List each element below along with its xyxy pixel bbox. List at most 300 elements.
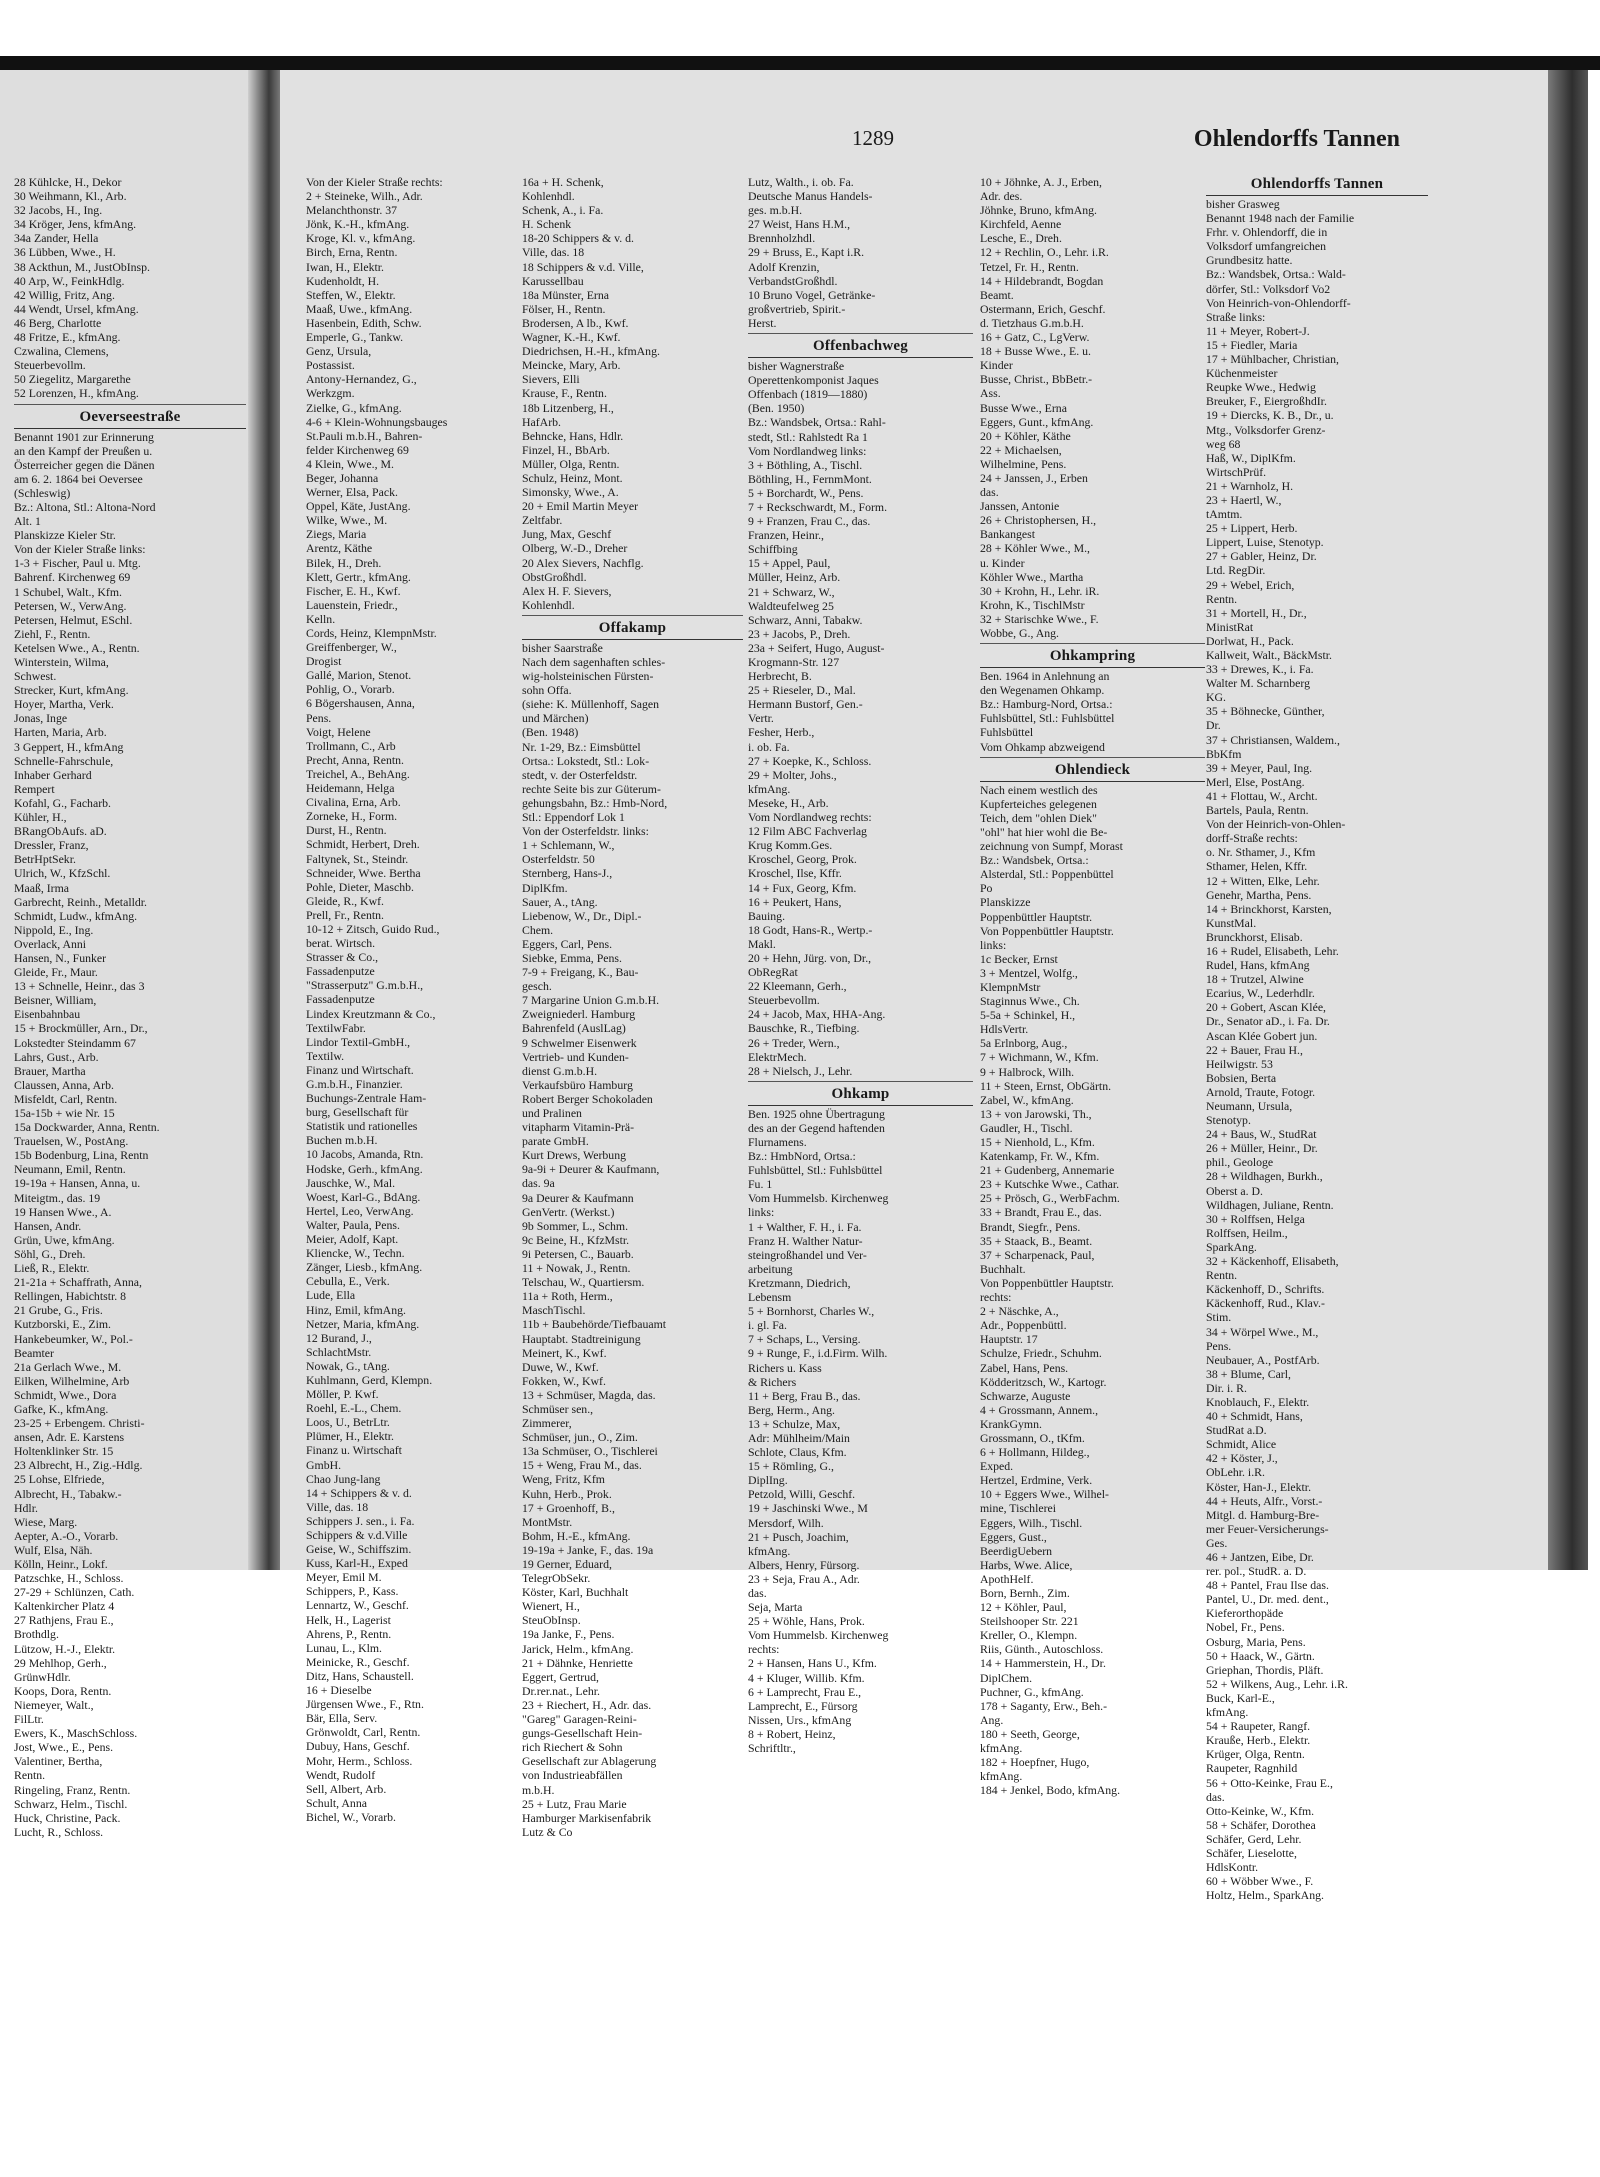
directory-line: Kieferorthopäde — [1206, 1606, 1284, 1621]
page-edge-shadow — [1548, 70, 1588, 1570]
directory-line: Meinicke, R., Geschf. — [306, 1654, 410, 1669]
directory-line: 15 + Weng, Frau M., das. — [522, 1458, 642, 1473]
directory-line: Wendt, Rudolf — [306, 1767, 376, 1782]
directory-line: Merl, Else, PostAng. — [1206, 774, 1305, 789]
directory-line: Petersen, W., VerwAng. — [14, 598, 127, 613]
directory-line: MontMstr. — [522, 1514, 573, 1529]
directory-line: 21 + Dähnke, Henriette — [522, 1655, 633, 1670]
directory-line: Ringeling, Franz, Rentn. — [14, 1782, 131, 1797]
directory-line: 7-9 + Freigang, K., Bau- — [522, 965, 639, 980]
directory-line: 21-21a + Schaffrath, Anna, — [14, 1275, 142, 1290]
directory-line: 48 + Pantel, Frau Ilse das. — [1206, 1578, 1329, 1593]
directory-line: Lunau, L., Klm. — [306, 1640, 383, 1655]
directory-line: 15b Bodenburg, Lina, Rentn — [14, 1148, 149, 1163]
directory-line: Hansen, N., Funker — [14, 950, 107, 965]
directory-line: an den Kampf der Preußen u. — [14, 443, 153, 458]
directory-line: 17 + Mühlbacher, Christian, — [1206, 352, 1339, 367]
directory-line: 18-20 Schippers & v. d. — [522, 231, 634, 246]
directory-line: Pohle, Dieter, Maschb. — [306, 879, 414, 894]
directory-line: Krüger, Olga, Rentn. — [1206, 1747, 1305, 1762]
directory-line: weg 68 — [1206, 436, 1241, 451]
directory-line: 15a Dockwarder, Anna, Rentn. — [14, 1120, 160, 1135]
directory-line: das. — [748, 1586, 767, 1600]
directory-line: Beamt. — [980, 287, 1014, 302]
directory-line: Fuhlsbüttel, Stl.: Fuhlsbüttel — [980, 711, 1115, 726]
directory-line: 23 + Jacobs, P., Dreh. — [748, 626, 851, 641]
directory-line: (Ben. 1950) — [748, 401, 805, 416]
directory-line: Misfeldt, Carl, Rentn. — [14, 1091, 118, 1106]
directory-line: Ließ, R., Elektr. — [14, 1261, 90, 1276]
directory-line: Antony-Hernandez, G., — [306, 372, 417, 387]
directory-line: Plümer, H., Elektr. — [306, 1429, 394, 1444]
directory-line: 38 Ackthun, M., JustObInsp. — [14, 259, 150, 274]
directory-line: Ass. — [980, 386, 1001, 401]
directory-line: Straße links: — [1206, 309, 1266, 324]
directory-line: (siehe: K. Müllenhoff, Sagen — [522, 697, 660, 712]
running-title: Ohlendorffs Tannen — [1193, 126, 1400, 152]
directory-line: Bauschke, R., Tiefbing. — [748, 1021, 860, 1036]
directory-line: kfmAng. — [980, 1741, 1023, 1756]
directory-line: 33 + Brandt, Frau E., das. — [980, 1205, 1102, 1220]
directory-line: Emperle, G., Tankw. — [306, 330, 404, 345]
directory-line: Jauschke, W., Mal. — [306, 1175, 396, 1190]
directory-line: Beisner, William, — [14, 993, 97, 1008]
directory-line: Kinder — [980, 358, 1013, 373]
directory-line: 9a Deurer & Kaufmann — [522, 1190, 634, 1205]
directory-line: Köhler Wwe., Martha — [980, 569, 1084, 584]
directory-line: 42 Willig, Fritz, Ang. — [14, 287, 115, 302]
directory-line: 18a Münster, Erna — [522, 287, 609, 302]
directory-line: Vertrieb- und Kunden- — [522, 1049, 629, 1064]
directory-line: Bahrenf. Kirchenweg 69 — [14, 570, 131, 585]
directory-line: Geise, W., Schiffszim. — [306, 1542, 412, 1557]
directory-line: Eggers, Wilh., Tischl. — [980, 1515, 1083, 1530]
directory-line: 13 + Schulze, Max, — [748, 1416, 841, 1431]
directory-line: Civalina, Erna, Arb. — [306, 795, 401, 810]
directory-line: 21 + Warnholz, H. — [1206, 478, 1294, 493]
directory-line: Von Heinrich-von-Ohlendorff- — [1206, 295, 1351, 310]
directory-line: 1 Schubel, Walt., Kfm. — [14, 584, 122, 599]
directory-line: 11 + Berg, Frau B., das. — [748, 1388, 861, 1403]
directory-line: 10 Bruno Vogel, Getränke- — [748, 287, 876, 302]
directory-line: 6 Bögershausen, Anna, — [306, 696, 415, 711]
directory-line: 16 + Gatz, C., LgVerw. — [980, 330, 1090, 345]
directory-line: 18 + Busse Wwe., E. u. — [980, 344, 1091, 359]
directory-line: Weng, Fritz, Kfm — [522, 1472, 605, 1487]
directory-line: Schnelle-Fahrschule, — [14, 753, 114, 768]
directory-line: Eggers, Gust., — [980, 1529, 1047, 1544]
directory-line: Lucht, R., Schloss. — [14, 1824, 104, 1839]
directory-line: Neumann, Emil, Rentn. — [14, 1162, 126, 1177]
scanner-top-bar — [0, 56, 1600, 70]
directory-line: Köster, Han-J., Elektr. — [1206, 1479, 1312, 1494]
directory-line: WirtschPrüf. — [1206, 464, 1267, 479]
directory-line: Overlack, Anni — [14, 936, 87, 951]
directory-line: dienst G.m.b.H. — [522, 1063, 598, 1078]
directory-line: 25 + Rieseler, D., Mal. — [748, 683, 856, 698]
directory-line: 8 + Robert, Heinz, — [748, 1726, 836, 1741]
directory-line: 3 Geppert, H., kfmAng — [14, 739, 124, 754]
directory-line: 5 + Bornhorst, Charles W., — [748, 1304, 875, 1319]
directory-line: stedt, v. der Osterfeldstr. — [522, 767, 638, 782]
directory-line: Fokken, W., Kwf. — [522, 1373, 606, 1388]
directory-line: Hauptstr. 17 — [980, 1332, 1038, 1347]
directory-line: 12 + Witten, Elke, Lehr. — [1206, 873, 1320, 888]
directory-line: Ltd. RegDir. — [1206, 563, 1266, 578]
directory-line: Dorlwat, H., Pack. — [1206, 633, 1294, 648]
street-heading: Ohlendieck — [980, 761, 1205, 782]
directory-line: 182 + Hoepfner, Hugo, — [980, 1755, 1090, 1770]
directory-line: 19-19a + Hansen, Anna, u. — [14, 1176, 141, 1191]
directory-line: Nobel, Fr., Pens. — [1206, 1620, 1285, 1635]
directory-line: Bz.: Altona, Stl.: Altona-Nord — [14, 499, 156, 514]
directory-line: Finzel, H., BbArb. — [522, 442, 610, 457]
directory-line: Huck, Christine, Pack. — [14, 1810, 121, 1825]
directory-line: Adr., Poppenbüttl. — [980, 1318, 1067, 1333]
directory-line: burg, Gesellschaft für — [306, 1105, 409, 1120]
directory-line: 25 + Lutz, Frau Marie — [522, 1796, 627, 1811]
directory-line: Sievers, Elli — [522, 372, 580, 387]
directory-line: 11 + Nowak, J., Rentn. — [522, 1261, 631, 1276]
directory-line: Alex H. F. Sievers, — [522, 583, 612, 598]
directory-line: 23 + Riechert, H., Adr. das. — [522, 1697, 652, 1712]
directory-line: Ewers, K., MaschSchloss. — [14, 1726, 138, 1741]
directory-line: Volksdorf umfangreichen — [1206, 239, 1327, 254]
directory-line: stedt, Stl.: Rahlstedt Ra 1 — [748, 429, 868, 444]
directory-line: Grönwoldt, Carl, Rentn. — [306, 1725, 421, 1740]
directory-line: Werner, Elsa, Pack. — [306, 485, 398, 500]
directory-line: Sell, Albert, Arb. — [306, 1781, 387, 1796]
directory-line: Bz.: Wandsbek, Ortsa.: Wald- — [1206, 267, 1346, 282]
directory-line: 14 + Brinckhorst, Karsten, — [1206, 901, 1332, 916]
directory-line: Kroschel, Ilse, Kffr. — [748, 866, 842, 881]
directory-line: Meincke, Mary, Arb. — [522, 358, 621, 373]
directory-line: Köster, Karl, Buchhalt — [522, 1585, 629, 1600]
directory-line: Siebke, Emma, Pens. — [522, 950, 622, 965]
directory-line: Oberst a. D. — [1206, 1183, 1264, 1198]
directory-line: Jost, Wwe., E., Pens. — [14, 1740, 114, 1755]
directory-line: und Märchen) — [522, 711, 589, 726]
street-heading: Ohkampring — [980, 647, 1205, 668]
directory-line: Behncke, Hans, Hdlr. — [522, 428, 624, 443]
directory-line: Eggers, Gunt., kfmAng. — [980, 414, 1094, 429]
directory-line: Duwe, W., Kwf. — [522, 1359, 599, 1374]
directory-line: 41 + Flottau, W., Archt. — [1206, 788, 1318, 803]
directory-line: Frhr. v. Ohlendorff, die in — [1206, 225, 1328, 240]
directory-line: Netzer, Maria, kfmAng. — [306, 1316, 420, 1331]
directory-line: "ohl" hat hier wohl die Be- — [980, 824, 1108, 839]
directory-line: Fischer, E. H., Kwf. — [306, 583, 401, 598]
directory-line: rich Riechert & Sohn — [522, 1740, 623, 1755]
directory-line: 19-19a + Janke, F., das. 19a — [522, 1542, 654, 1557]
directory-line: 46 + Jantzen, Eibe, Dr. — [1206, 1550, 1314, 1564]
directory-line: Kirchfeld, Aenne — [980, 217, 1062, 232]
directory-line: Schriftltr., — [748, 1741, 796, 1756]
directory-line: Claussen, Anna, Arb. — [14, 1077, 114, 1092]
directory-line: Adr. des. — [980, 189, 1023, 204]
directory-line: 10 Jacobs, Amanda, Rtn. — [306, 1147, 424, 1162]
directory-line: 34 + Wörpel Wwe., M., — [1206, 1324, 1319, 1339]
directory-line: St.Pauli m.b.H., Bahren- — [306, 428, 423, 443]
directory-line: Loos, U., BetrLtr. — [306, 1415, 390, 1430]
directory-line: 12 Film ABC Fachverlag — [748, 824, 867, 839]
directory-line: Gaudler, H., Tischl. — [980, 1120, 1073, 1135]
directory-line: 20 + Gobert, Ascan Klée, — [1206, 1000, 1327, 1015]
directory-line: Bankangest — [980, 527, 1036, 542]
directory-line: Gallé, Marion, Stenot. — [306, 668, 412, 683]
directory-line: Fu. 1 — [748, 1177, 773, 1192]
directory-line: 5a Erlnborg, Aug., — [980, 1036, 1068, 1051]
directory-line: Nowak, G., tAng. — [306, 1358, 390, 1373]
directory-line: Krogmann-Str. 127 — [748, 655, 840, 669]
directory-line: den Wegenamen Ohkamp. — [980, 683, 1105, 698]
directory-line: Von der Heinrich-von-Ohlen- — [1206, 817, 1346, 832]
directory-line: Dr., Senator aD., i. Fa. Dr. — [1206, 1014, 1330, 1029]
directory-line: Olberg, W.-D., Dreher — [522, 541, 628, 556]
directory-line: 37 + Christiansen, Waldem., — [1206, 732, 1340, 747]
directory-line: 19 + Jaschinski Wwe., M — [748, 1501, 868, 1516]
directory-line: 20 + Hehn, Jürg. von, Dr., — [748, 950, 872, 965]
directory-line: & Richers — [748, 1374, 797, 1389]
directory-line: 56 + Otto-Keinke, Frau E., — [1206, 1775, 1333, 1790]
directory-line: Bz.: Wandsbek, Ortsa.: Rahl- — [748, 415, 886, 430]
directory-line: Treichel, A., BehAng. — [306, 766, 410, 781]
directory-line: Petersen, Helmut, ESchl. — [14, 612, 133, 627]
directory-line: 2 + Hansen, Hans U., Kfm. — [748, 1656, 877, 1671]
directory-line: Maaß, Uwe., kfmAng. — [306, 301, 413, 316]
directory-line: ges. m.b.H. — [748, 203, 803, 218]
directory-line: Schmidt, Ludw., kfmAng. — [14, 908, 138, 923]
directory-line: Ben. 1964 in Anlehnung an — [980, 669, 1110, 684]
directory-line: Müller, Olga, Rentn. — [522, 456, 620, 471]
directory-line: Schulz, Heinz, Mont. — [522, 470, 623, 485]
directory-line: Ketelsen Wwe., A., Rentn. — [14, 640, 140, 655]
directory-line: 26 + Müller, Heinr., Dr. — [1206, 1141, 1318, 1156]
directory-line: Oppel, Käte, JustAng. — [306, 499, 411, 514]
directory-line: SparkAng. — [1206, 1239, 1257, 1254]
directory-line: Schult, Anna — [306, 1795, 367, 1810]
directory-line: bisher Wagnerstraße — [748, 359, 845, 374]
directory-line: 18 Godt, Hans-R., Wertp.- — [748, 922, 873, 937]
directory-line: Rentn. — [1206, 591, 1238, 606]
directory-line: Genz, Ursula, — [306, 344, 372, 359]
directory-line: Winterstein, Wilma, — [14, 655, 109, 669]
directory-line: 18 Schippers & v.d. Ville, — [522, 259, 644, 274]
directory-line: Krug Komm.Ges. — [748, 838, 833, 853]
directory-line: 2 + Steineke, Wilh., Adr. — [306, 189, 423, 204]
directory-line: 21a Gerlach Wwe., M. — [14, 1359, 122, 1374]
directory-line: Pens. — [306, 710, 332, 725]
directory-line: 23 + Haertl, W., — [1206, 492, 1282, 507]
directory-line: zeichnung von Sumpf, Morast — [980, 839, 1123, 854]
directory-line: rechts: — [980, 1290, 1012, 1305]
directory-line: Krohn, K., TischlMstr — [980, 597, 1085, 612]
directory-section — [14, 175, 246, 401]
directory-line: KG. — [1206, 690, 1226, 705]
directory-line: am 6. 2. 1864 bei Oeversee — [14, 471, 143, 486]
directory-line: Lindor Textil-GmbH., — [306, 1034, 411, 1049]
directory-line: Schäfer, Gerd, Lehr. — [1206, 1831, 1302, 1846]
directory-line: Poppenbüttler Hauptstr. — [980, 909, 1093, 924]
directory-line: Schwest. — [14, 669, 57, 684]
directory-line: 1 + Walther, F. H., i. Fa. — [748, 1219, 862, 1234]
directory-line: Ville, das. 18 — [522, 245, 585, 260]
directory-line: Beamter — [14, 1345, 54, 1360]
directory-line: Brauer, Martha — [14, 1063, 86, 1078]
directory-line: 40 + Schmidt, Hans, — [1206, 1409, 1303, 1424]
directory-line: 18b Litzenberg, H., — [522, 400, 614, 415]
directory-line: 11b + Baubehörde/Tiefbauamt — [522, 1317, 667, 1332]
directory-line: 23 + Seja, Frau A., Adr. — [748, 1571, 860, 1586]
directory-line: Rentn. — [14, 1768, 46, 1783]
directory-line: Drogist — [306, 654, 342, 669]
directory-line: Brandt, Siegfr., Pens. — [980, 1219, 1081, 1234]
directory-line: Planskizze Kieler Str. — [14, 528, 116, 543]
directory-line: Strecker, Kurt, kfmAng. — [14, 683, 129, 698]
directory-line: rechte Seite bis zur Güterum- — [522, 781, 661, 796]
directory-line: 38 + Blume, Carl, — [1206, 1366, 1291, 1381]
directory-line: Ziehl, F., Rentn. — [14, 626, 91, 641]
directory-line: Raupeter, Ragnhild — [1206, 1761, 1298, 1776]
directory-line: 9i Petersen, C., Bauarb. — [522, 1246, 634, 1261]
directory-line: 4 Klein, Wwe., M. — [306, 456, 394, 471]
directory-line: Exped. — [980, 1459, 1014, 1474]
directory-line: Tetzel, Fr. H., Rentn. — [980, 259, 1079, 274]
directory-line: Bär, Ella, Serv. — [306, 1711, 378, 1726]
directory-line: Schiffbing — [748, 542, 798, 557]
directory-line: Kohlenhdl. — [522, 597, 575, 612]
directory-line: mer Feuer-Versicherungs- — [1206, 1521, 1329, 1536]
directory-line: das. 9a — [522, 1176, 555, 1191]
directory-line: Verkaufsbüro Hamburg — [522, 1077, 633, 1092]
directory-line: 7 + Reckschwardt, M., Form. — [748, 499, 888, 514]
directory-line: 28 + Nielsch, J., Lehr. — [748, 1063, 853, 1078]
directory-line: vitapharm Vitamin-Prä- — [522, 1120, 635, 1135]
directory-line: Albers, Henry, Fürsorg. — [748, 1557, 860, 1572]
directory-line: 52 Lorenzen, H., kfmAng. — [14, 386, 139, 401]
directory-line: SchlachtMstr. — [306, 1344, 372, 1359]
directory-line: Kupferteiches gelegenen — [980, 796, 1097, 811]
directory-line: Ascan Klée Gobert jun. — [1206, 1028, 1318, 1043]
directory-line: 11a + Roth, Herm., — [522, 1289, 613, 1304]
directory-line: Kretzmann, Diedrich, — [748, 1275, 851, 1290]
directory-line: 29 + Bruss, E., Kapt i.R. — [748, 245, 865, 260]
directory-line: 29 Mehlhop, Gerh., — [14, 1655, 107, 1670]
directory-line: Brennholzhdl. — [748, 231, 816, 246]
directory-line: 15 + Brockmüller, Arn., Dr., — [14, 1021, 148, 1036]
directory-line: gesch. — [522, 979, 552, 994]
directory-line: Hinz, Emil, kfmAng. — [306, 1302, 406, 1317]
directory-line: Lippert, Luise, Stenotyp. — [1206, 535, 1324, 550]
directory-line: 11 + Steen, Ernst, ObGärtn. — [980, 1078, 1112, 1093]
directory-line: Herst. — [748, 315, 777, 330]
directory-line: 27-29 + Schlünzen, Cath. — [14, 1585, 135, 1600]
directory-line: Hauptabt. Stadtreinigung — [522, 1331, 641, 1346]
directory-line: i. gl. Fa. — [748, 1318, 787, 1333]
directory-line: 9 + Halbrock, Wilh. — [980, 1064, 1075, 1079]
directory-line: Meier, Adolf, Kapt. — [306, 1232, 399, 1247]
directory-line: MaschTischl. — [522, 1303, 586, 1318]
directory-line: 13 + von Jarowski, Th., — [980, 1106, 1092, 1121]
directory-line: Nippold, E., Ing. — [14, 922, 94, 937]
directory-line: (Schleswig) — [14, 485, 71, 500]
directory-line: FilLtr. — [14, 1712, 44, 1727]
directory-line: berat. Wirtsch. — [306, 936, 376, 951]
directory-line: u. Kinder — [980, 555, 1025, 570]
directory-line: 16 + Peukert, Hans, — [748, 894, 842, 909]
directory-line: Diedrichsen, H.-H., kfmAng. — [522, 344, 660, 359]
directory-line: Schmüser sen., — [522, 1401, 594, 1416]
directory-line: Vom Hummelsb. Kirchenweg — [748, 1191, 889, 1206]
directory-line: 5 + Borchardt, W., Pens. — [748, 485, 864, 500]
directory-line: Schippers & v.d.Ville — [306, 1528, 408, 1542]
directory-line: 16 + Rudel, Elisabeth, Lehr. — [1206, 943, 1339, 958]
directory-line: Steffen, W., Elektr. — [306, 287, 396, 302]
directory-line: Kurt Drews, Werbung — [522, 1148, 627, 1163]
directory-line: Schwarze, Auguste — [980, 1388, 1071, 1403]
directory-line: Valentiner, Bertha, — [14, 1754, 103, 1769]
directory-line: 32 Jacobs, H., Ing. — [14, 203, 103, 218]
directory-line: Kuhn, Herb., Prok. — [522, 1486, 612, 1501]
directory-line: Mohr, Herm., Schloss. — [306, 1753, 413, 1768]
directory-line: Seja, Marta — [748, 1600, 803, 1615]
directory-line: Lebensm — [748, 1290, 792, 1305]
directory-line: 19 Hansen Wwe., A. — [14, 1204, 112, 1219]
directory-line: m.b.H. — [522, 1782, 555, 1797]
directory-line: DiplChem. — [980, 1670, 1033, 1685]
street-heading: Offakamp — [522, 619, 743, 640]
directory-line: Sthamer, Helen, Kffr. — [1206, 859, 1308, 874]
directory-line: Vertr. — [748, 711, 774, 726]
directory-line: Wilke, Wwe., M. — [306, 513, 388, 528]
directory-line: Beger, Johanna — [306, 470, 379, 485]
directory-line: 42 + Köster, J., — [1206, 1451, 1278, 1466]
directory-line: Reupke Wwe., Hedwig — [1206, 380, 1316, 395]
directory-line: Lützow, H.-J., Elektr. — [14, 1641, 116, 1656]
directory-line: Ville, das. 18 — [306, 1499, 369, 1514]
directory-line: Steuerbevollm. — [14, 358, 86, 373]
directory-line: Bz.: Hamburg-Nord, Ortsa.: — [980, 697, 1113, 712]
directory-line: DiplIng. — [748, 1473, 788, 1488]
directory-line: Harbs, Wwe. Alice, — [980, 1557, 1073, 1572]
directory-line: Kohlenhdl. — [522, 189, 575, 204]
directory-line: Ang. — [980, 1712, 1004, 1727]
directory-line: 32 + Käckenhoff, Elisabeth, — [1206, 1254, 1339, 1269]
directory-line: Lahrs, Gust., Arb. — [14, 1049, 99, 1064]
directory-line: tAmtm. — [1206, 507, 1243, 522]
directory-line: Benannt 1948 nach der Familie — [1206, 211, 1355, 226]
directory-line: Lude, Ella — [306, 1288, 356, 1303]
directory-line: Krause, F., Rentn. — [522, 386, 607, 401]
directory-line: 1 + Schlemann, W., — [522, 838, 615, 853]
directory-line: kfmAng. — [748, 781, 791, 796]
directory-line: Maaß, Irma — [14, 880, 70, 895]
directory-line: Petzold, Willi, Geschf. — [748, 1487, 856, 1502]
directory-line: HafArb. — [522, 414, 561, 429]
directory-line: Sauer, A., tAng. — [522, 894, 598, 909]
directory-line: Grün, Uwe, kfmAng. — [14, 1232, 115, 1247]
directory-line: 25 + Prösch, G., WerbFachm. — [980, 1191, 1120, 1206]
directory-line: Finanz u. Wirtschaft — [306, 1443, 402, 1458]
directory-line: Harten, Maria, Arb. — [14, 725, 107, 740]
directory-line: Fuhlsbüttel — [980, 725, 1034, 740]
directory-line: Berg, Herm., Ang. — [748, 1402, 835, 1417]
directory-line: Kuhlmann, Gerd, Klempn. — [306, 1372, 433, 1387]
directory-line: TelegrObSekr. — [522, 1571, 591, 1586]
street-heading: Offenbachweg — [748, 337, 973, 358]
directory-line: 32 + Starischke Wwe., F. — [980, 611, 1099, 626]
directory-line: 30 + Rolffsen, Helga — [1206, 1211, 1305, 1226]
